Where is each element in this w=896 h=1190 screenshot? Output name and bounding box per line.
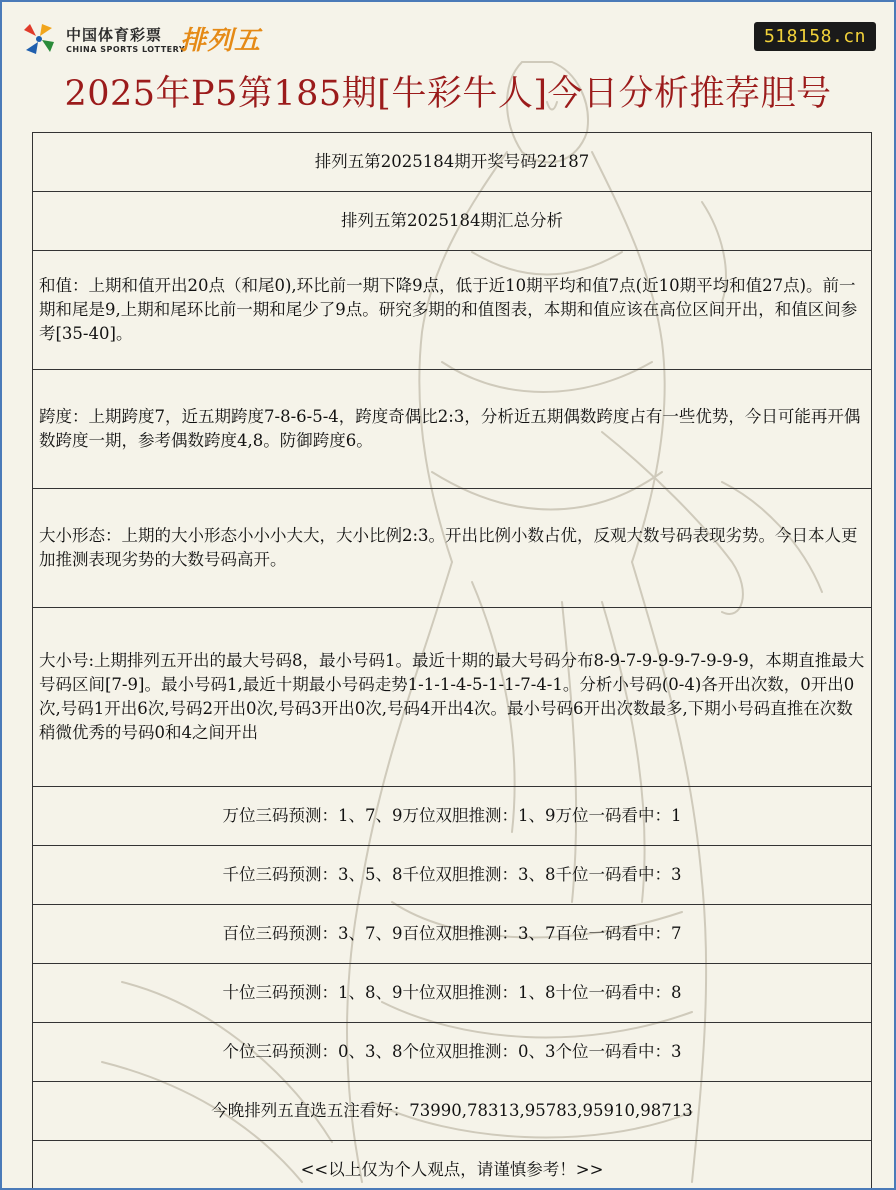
bai-prediction-cell: 百位三码预测：3、7、9百位双胆推测：3、7百位一码看中：7 bbox=[33, 905, 872, 964]
page-title: 2025年P5第185期[牛彩牛人]今日分析推荐胆号 bbox=[64, 74, 832, 114]
span-analysis-cell: 跨度：上期跨度7，近五期跨度7-8-6-5-4，跨度奇偶比2:3，分析近五期偶数跨度占有一些优势，今日可能再开偶数跨度一期，参考偶数跨度4,8。防御跨度6。 bbox=[33, 370, 872, 489]
table-row bbox=[33, 1082, 872, 1141]
sum-analysis-cell: 和值：上期和值开出20点（和尾0),环比前一期下降9点，低于近10期平均和值7点(近10期平均和值27点)。前一期和尾是9,上期和尾环比前一期和尾少了9点。研究多期的和值图表，本期和值应该在高位区间开出，和值区间参考[35-40]。 bbox=[33, 251, 872, 370]
logo-brand-text: 排列五 bbox=[180, 26, 262, 56]
table-row bbox=[33, 251, 872, 370]
table-row bbox=[33, 489, 872, 608]
table-row bbox=[33, 1141, 872, 1190]
table-row bbox=[33, 370, 872, 489]
table-row bbox=[33, 964, 872, 1023]
table-row bbox=[33, 905, 872, 964]
qian-prediction-cell: 千位三码预测：3、5、8千位双胆推测：3、8千位一码看中：3 bbox=[33, 846, 872, 905]
table-row bbox=[33, 1023, 872, 1082]
shi-prediction-cell: 十位三码预测：1、8、9十位双胆推测：1、8十位一码看中：8 bbox=[33, 964, 872, 1023]
site-badge[interactable]: 518158.cn bbox=[754, 22, 876, 51]
ge-prediction-cell: 个位三码预测：0、3、8个位双胆推测：0、3个位一码看中：3 bbox=[33, 1023, 872, 1082]
draw-result-cell: 排列五第2025184期开奖号码22187 bbox=[33, 133, 872, 192]
table-row bbox=[33, 787, 872, 846]
table-row bbox=[33, 192, 872, 251]
lottery-star-icon bbox=[20, 20, 58, 58]
tonight-picks-cell: 今晚排列五直选五注看好：73990,78313,95783,95910,98713 bbox=[33, 1082, 872, 1141]
table-row bbox=[33, 133, 872, 192]
wan-prediction-cell: 万位三码预测：1、7、9万位双胆推测：1、9万位一码看中：1 bbox=[33, 787, 872, 846]
size-number-cell: 大小号:上期排列五开出的最大号码8，最小号码1。最近十期的最大号码分布8-9-7-9-9-9-7-9-9-9，本期直推最大号码区间[7-9]。最小号码1,最近十期最小号码走势1-1-1-4-5-1-1-7-4-1。分析小号码(0-4)各开出次数，0开出0次,号码1开出6次,号码2开出0次,号码3开出0次,号码4开出4次。最小号码6开出次数最多,下期小号码直推在次数稍微优秀的号码0和4之间开出 bbox=[33, 608, 872, 787]
disclaimer-cell: <<以上仅为个人观点，请谨慎参考！>> bbox=[33, 1141, 872, 1190]
header bbox=[2, 2, 894, 127]
table-row bbox=[33, 608, 872, 787]
logo-english-text: CHINA SPORTS LOTTERY bbox=[66, 45, 186, 54]
logo-chinese-text: 中国体育彩票 bbox=[66, 26, 163, 44]
table-row bbox=[33, 846, 872, 905]
summary-heading-cell: 排列五第2025184期汇总分析 bbox=[33, 192, 872, 251]
size-pattern-cell: 大小形态：上期的大小形态小小小大大，大小比例2:3。开出比例小数占优，反观大数号码表现劣势。今日本人更加推测表现劣势的大数号码高开。 bbox=[33, 489, 872, 608]
china-sports-lottery-logo bbox=[20, 20, 280, 60]
analysis-table bbox=[32, 132, 872, 1190]
